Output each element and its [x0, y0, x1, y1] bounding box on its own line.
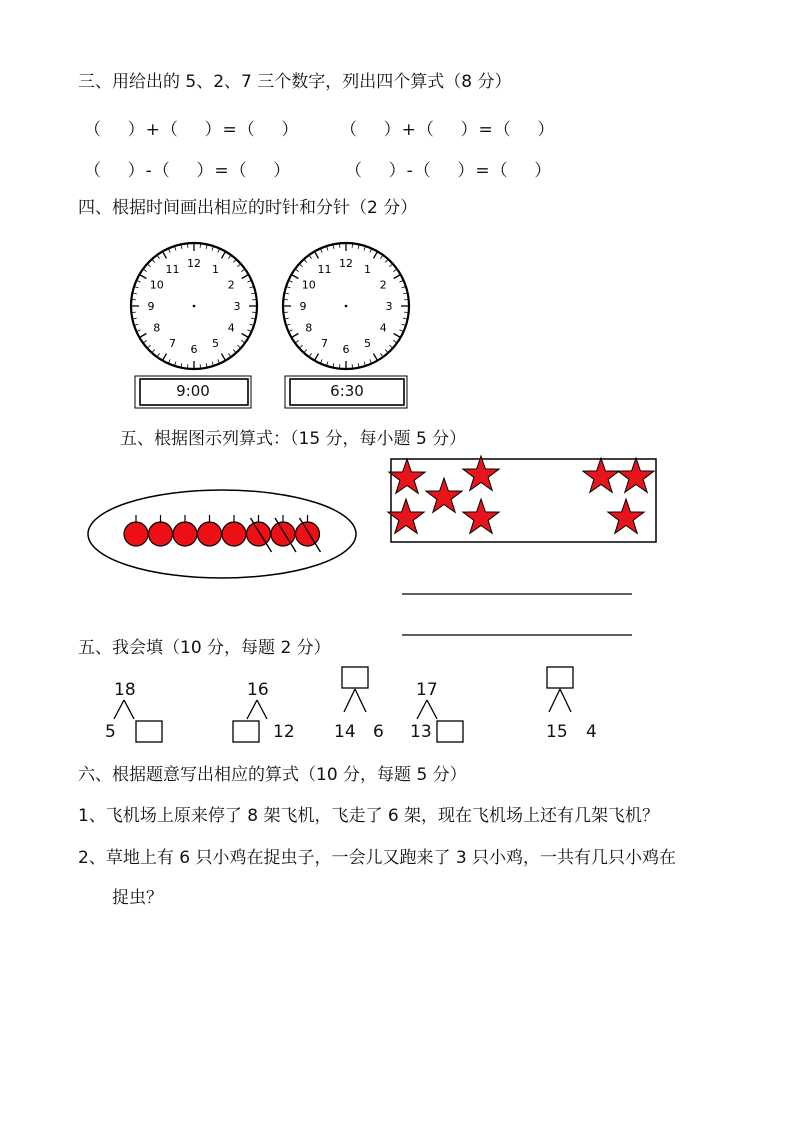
bond2-top: 16 [247, 680, 269, 700]
clock-number: 5 [364, 337, 371, 351]
subtraction-equation-2: （ ）-（ ）=（ ） [345, 161, 553, 181]
subtraction-equation-1: （ ）-（ ）=（ ） [84, 161, 292, 181]
bond2-right: 12 [273, 722, 295, 742]
clock-number: 9 [147, 300, 155, 313]
section4-heading: 四、根据时间画出相应的时针和分针（2 分） [78, 198, 418, 218]
star [389, 459, 425, 493]
clock-number: 4 [227, 321, 235, 335]
clock-number: 5 [212, 337, 219, 351]
clock-number: 12 [339, 257, 353, 270]
clock-number: 7 [321, 337, 328, 351]
clock-number: 6 [190, 343, 198, 356]
clock-number: 10 [149, 278, 164, 292]
bond1-left: 5 [105, 722, 116, 742]
number-bond-5 [547, 667, 573, 712]
clock-number: 12 [187, 257, 201, 270]
ball [124, 522, 148, 546]
bond4-top: 17 [416, 680, 438, 700]
question-2-line-1: 2、草地上有 6 只小鸡在捉虫子，一会儿又跑来了 3 只小鸡，一共有几只小鸡在 [78, 848, 677, 868]
clock-number: 6 [342, 343, 350, 356]
section5a-heading: 五、根据图示列算式：（15 分，每小题 5 分） [120, 429, 467, 449]
bond3-right: 6 [373, 722, 384, 742]
clock-number: 4 [379, 321, 387, 335]
clock-number: 2 [227, 278, 235, 292]
clock-number: 9 [299, 300, 307, 313]
section6-heading: 六、根据题意写出相应的算式（10 分，每题 5 分） [78, 765, 467, 785]
clock-number: 3 [385, 300, 393, 313]
addition-equation-2: （ ）+（ ）=（ ） [340, 120, 556, 140]
clock-number: 2 [379, 278, 387, 292]
clock-number: 3 [233, 300, 241, 313]
ball [296, 522, 320, 546]
ball [173, 522, 197, 546]
question-1: 1、飞机场上原来停了 8 架飞机，飞走了 6 架，现在飞机场上还有几架飞机？ [78, 806, 660, 826]
clock-number: 8 [305, 321, 313, 335]
ball [149, 522, 173, 546]
star [583, 458, 619, 492]
clock2-time-label: 6:30 [330, 382, 364, 400]
ball [247, 522, 271, 546]
question-2-line-2: 捉虫？ [112, 888, 163, 908]
ball [198, 522, 222, 546]
section5b-heading: 五、我会填（10 分，每题 2 分） [78, 638, 331, 658]
ball [222, 522, 246, 546]
clock-number: 10 [301, 278, 316, 292]
star [608, 499, 644, 533]
ball [271, 522, 295, 546]
bond3-left: 14 [334, 722, 356, 742]
clock-number: 1 [212, 262, 219, 276]
clock-number: 11 [317, 262, 332, 276]
bond1-top: 18 [114, 680, 136, 700]
clock-number: 11 [165, 262, 180, 276]
clock-number: 1 [364, 262, 371, 276]
clock1-time-label: 9:00 [176, 382, 210, 400]
clock-number: 8 [153, 321, 161, 335]
section3-heading: 三、用给出的 5、2、7 三个数字，列出四个算式（8 分） [78, 72, 512, 92]
number-bond-2 [233, 700, 267, 742]
number-bond-3 [342, 667, 368, 712]
star [463, 499, 499, 533]
star-group [388, 456, 654, 533]
clock-face-2 [283, 243, 409, 369]
star [463, 456, 499, 490]
number-bond-1 [114, 700, 162, 742]
clock-face-1 [131, 243, 257, 369]
bond4-left: 13 [410, 722, 432, 742]
star [388, 499, 424, 533]
addition-equation-1: （ ）+（ ）=（ ） [84, 120, 300, 140]
star [426, 478, 462, 512]
clock-number: 7 [169, 337, 176, 351]
ball-row [124, 515, 321, 552]
bond5-left: 15 [546, 722, 568, 742]
star [618, 458, 654, 492]
bond5-right: 4 [586, 722, 597, 742]
